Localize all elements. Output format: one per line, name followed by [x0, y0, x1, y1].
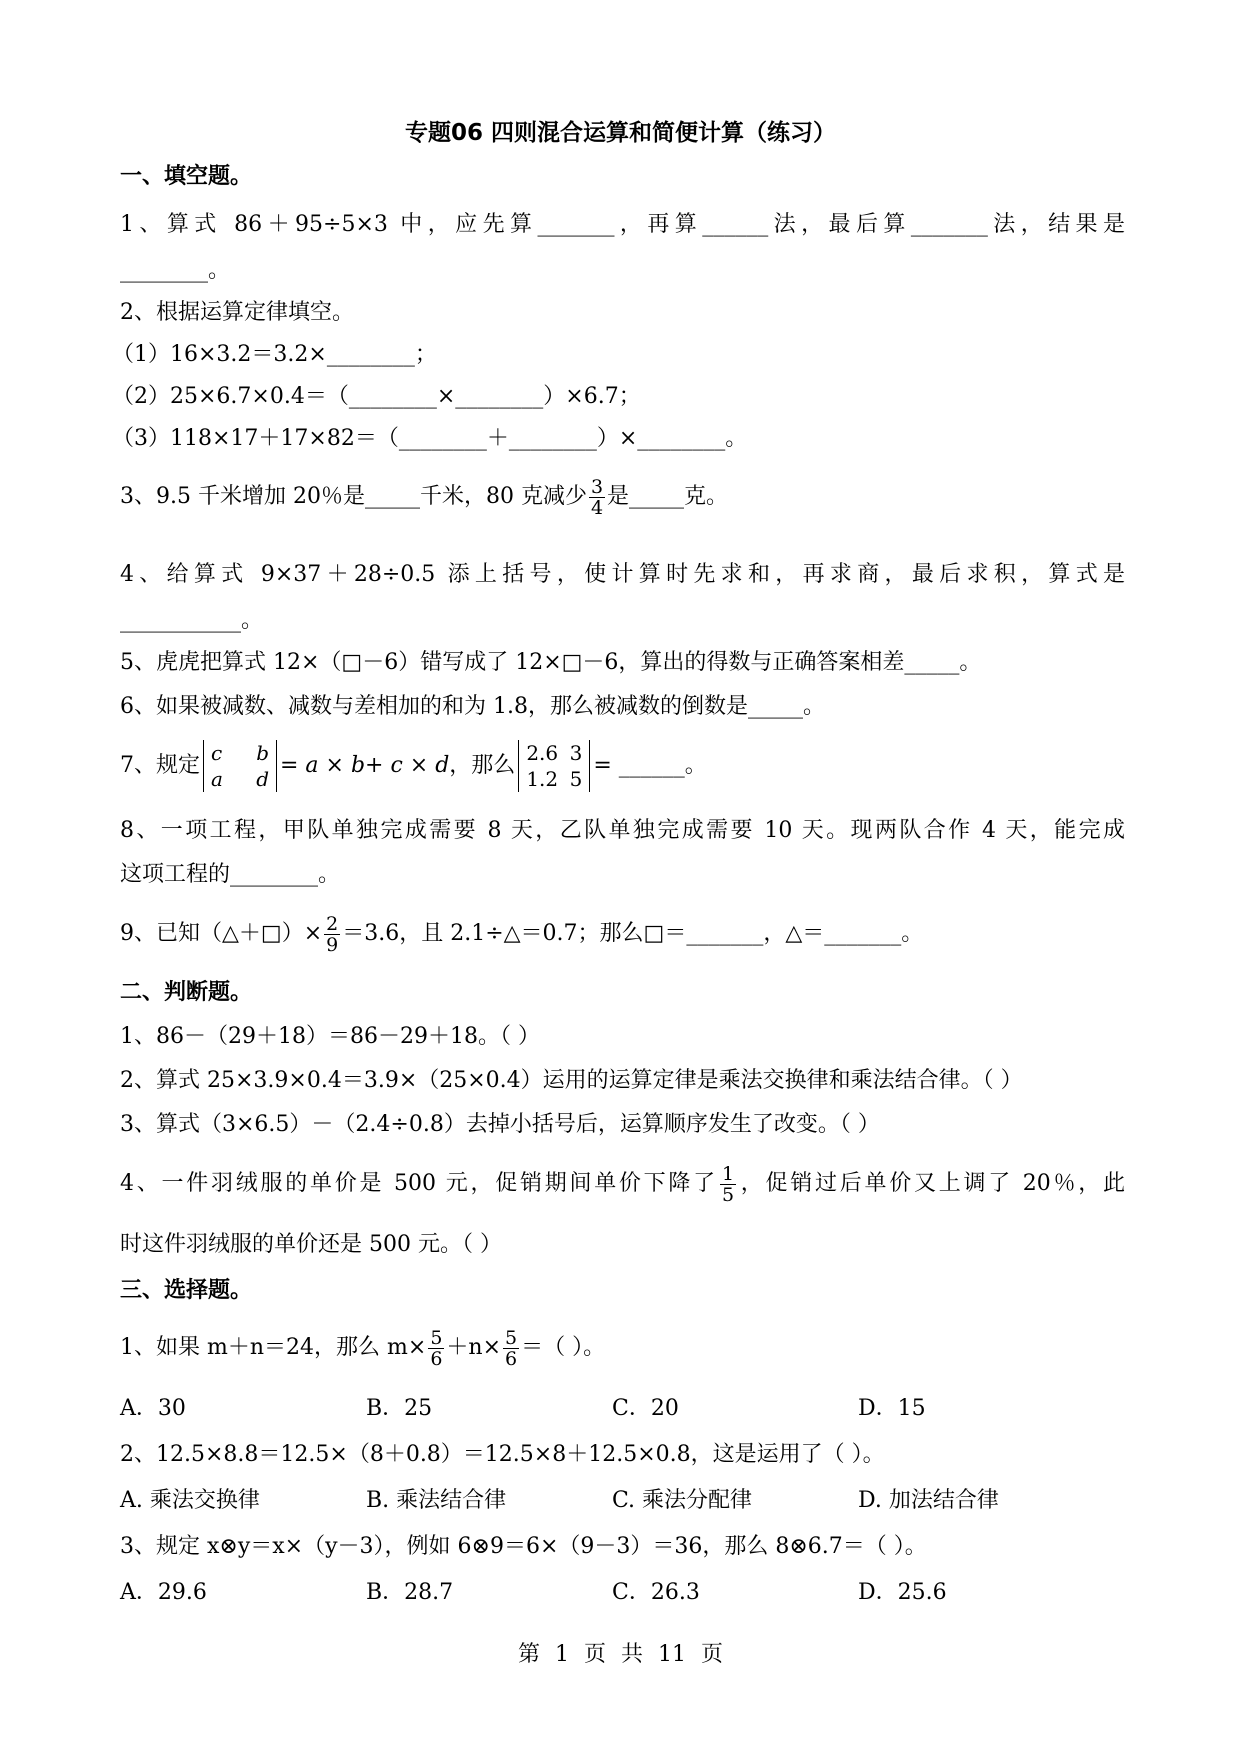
question-1-1-line1: 1、算式 86＋95÷5×3 中，应先算_______，再算______法，最后算_______法，结果是: [120, 212, 1125, 237]
question-1-3-text-before: 3、9.5 千米增加 20％是_____千米，80 克减少: [120, 484, 587, 509]
section-heading-true-false: 二、判断题。: [120, 980, 253, 1005]
page-title: 专题06 四则混合运算和简便计算（练习）: [404, 120, 836, 146]
question-3-3-option-a: A．29.6: [120, 1580, 207, 1605]
fraction-numerator: 5: [430, 1326, 443, 1349]
question-1-3-text-after: 是_____克。: [607, 484, 729, 509]
section-heading-multiple-choice: 三、选择题。: [120, 1278, 253, 1303]
question-3-1-text-before: 1、如果 m＋n＝24，那么 m×: [120, 1335, 427, 1360]
question-3-1-option-a: A．30: [120, 1396, 186, 1421]
question-2-4-line2: 时这件羽绒服的单价还是 500 元。（ ）: [120, 1232, 502, 1257]
question-2-1: 1、86－（29＋18）＝86－29＋18。（ ）: [120, 1024, 540, 1049]
question-1-2-part2: （2）25×6.7×0.4＝（________×________）×6.7；: [112, 384, 641, 409]
det-cell: d: [256, 767, 269, 791]
determinant-formula: = a × b+ c × d: [280, 753, 450, 778]
fraction-denominator: 6: [505, 1347, 518, 1370]
question-1-7-text-mid: ，那么: [449, 753, 516, 778]
fraction-numerator: 1: [721, 1162, 735, 1185]
question-3-1-text-mid: ＋n×: [446, 1335, 502, 1360]
question-1-1-line2: ________。: [120, 258, 231, 283]
fraction-five-sixths: [428, 1328, 444, 1369]
det-cell: 5: [569, 767, 583, 791]
question-3-1: [120, 1320, 605, 1376]
determinant-definition: [203, 740, 277, 792]
fraction-three-quarters: [589, 477, 605, 518]
question-3-2: 2、12.5×8.8＝12.5×（8＋0.8）＝12.5×8＋12.5×0.8，这是运用了（ ）。: [120, 1442, 885, 1467]
fraction-denominator: 5: [721, 1183, 735, 1206]
question-3-2-option-a: A. 乘法交换律: [120, 1488, 260, 1513]
question-1-7-text-before: 7、规定: [120, 753, 200, 778]
fraction-denominator: 4: [590, 496, 604, 519]
question-3-1-text-after: ＝（ ）。: [521, 1335, 606, 1360]
question-2-4-text-before: 4、一件羽绒服的单价是 500 元，促销期间单价下降了: [120, 1171, 718, 1196]
fraction-five-sixths: [503, 1328, 519, 1369]
question-2-3: 3、算式（3×6.5）－（2.4÷0.8）去掉小括号后，运算顺序发生了改变。（ ）: [120, 1112, 880, 1137]
question-3-1-option-b: B．25: [366, 1396, 433, 1421]
question-1-3: [120, 470, 728, 524]
det-cell: 1.2: [526, 767, 559, 791]
question-1-4-line2: ___________。: [120, 608, 264, 633]
question-1-9-text-before: 9、已知（△＋□）×: [120, 921, 323, 946]
det-cell: a: [211, 767, 223, 791]
question-1-6: 6、如果被减数、减数与差相加的和为 1.8，那么被减数的倒数是_____。: [120, 694, 825, 719]
fraction-numerator: 2: [326, 912, 339, 935]
fraction-numerator: 3: [590, 475, 604, 498]
question-2-4-line1: [120, 1156, 1125, 1212]
det-cell: c: [211, 741, 223, 765]
section-heading-fill-in: 一、填空题。: [120, 164, 253, 189]
question-3-3-option-d: D．25.6: [858, 1580, 947, 1605]
question-2-2: 2、算式 25×3.9×0.4＝3.9×（25×0.4）运用的运算定律是乘法交换律和乘法结合律。（ ）: [120, 1068, 1023, 1093]
fraction-denominator: 6: [430, 1347, 443, 1370]
fraction-denominator: 9: [326, 933, 339, 956]
det-cell: 3: [569, 741, 583, 765]
question-1-4-line1: 4、给算式 9×37＋28÷0.5 添上括号，使计算时先求和，再求商，最后求积，算式是: [120, 562, 1125, 587]
question-3-2-option-c: C. 乘法分配律: [612, 1488, 753, 1513]
question-1-8-line2: 这项工程的________。: [120, 862, 341, 887]
det-cell: 2.6: [526, 741, 559, 765]
fraction-numerator: 5: [505, 1326, 518, 1349]
question-1-2-stem: 2、根据运算定律填空。: [120, 300, 354, 325]
question-3-3: 3、规定 x⊗y＝x×（y－3），例如 6⊗9＝6×（9－3）＝36，那么 8⊗6.7＝（ ）。: [120, 1534, 927, 1559]
determinant-values: [518, 740, 590, 792]
question-3-3-option-b: B．28.7: [366, 1580, 454, 1605]
page-number-footer: 第 1 页 共 11 页: [518, 1642, 723, 1667]
question-1-9-text-after: ＝3.6，且 2.1÷△＝0.7；那么□＝_______，△＝_______。: [342, 921, 924, 946]
question-3-2-option-b: B. 乘法结合律: [366, 1488, 507, 1513]
det-cell: b: [256, 741, 269, 765]
question-1-7-text-after: = ______。: [593, 753, 707, 778]
question-1-7: [120, 736, 707, 796]
question-1-8-line1: 8、一项工程，甲队单独完成需要 8 天，乙队单独完成需要 10 天。现两队合作 4 天，能完成: [120, 818, 1125, 843]
question-1-9: [120, 906, 923, 962]
question-3-1-option-c: C．20: [612, 1396, 679, 1421]
question-2-4-text-after: ，促销过后单价又上调了 20％，此: [738, 1171, 1125, 1196]
question-3-3-option-c: C．26.3: [612, 1580, 700, 1605]
question-3-2-option-d: D. 加法结合律: [858, 1488, 999, 1513]
question-1-5: 5、虎虎把算式 12×（□－6）错写成了 12×□－6，算出的得数与正确答案相差_____。: [120, 650, 982, 675]
question-1-2-part1: （1）16×3.2＝3.2×________；: [112, 342, 437, 367]
question-3-1-option-d: D．15: [858, 1396, 926, 1421]
question-1-2-part3: （3）118×17＋17×82＝（________＋________）×________。: [112, 426, 748, 451]
fraction-two-ninths: [324, 914, 340, 955]
fraction-one-fifth: [720, 1164, 736, 1205]
